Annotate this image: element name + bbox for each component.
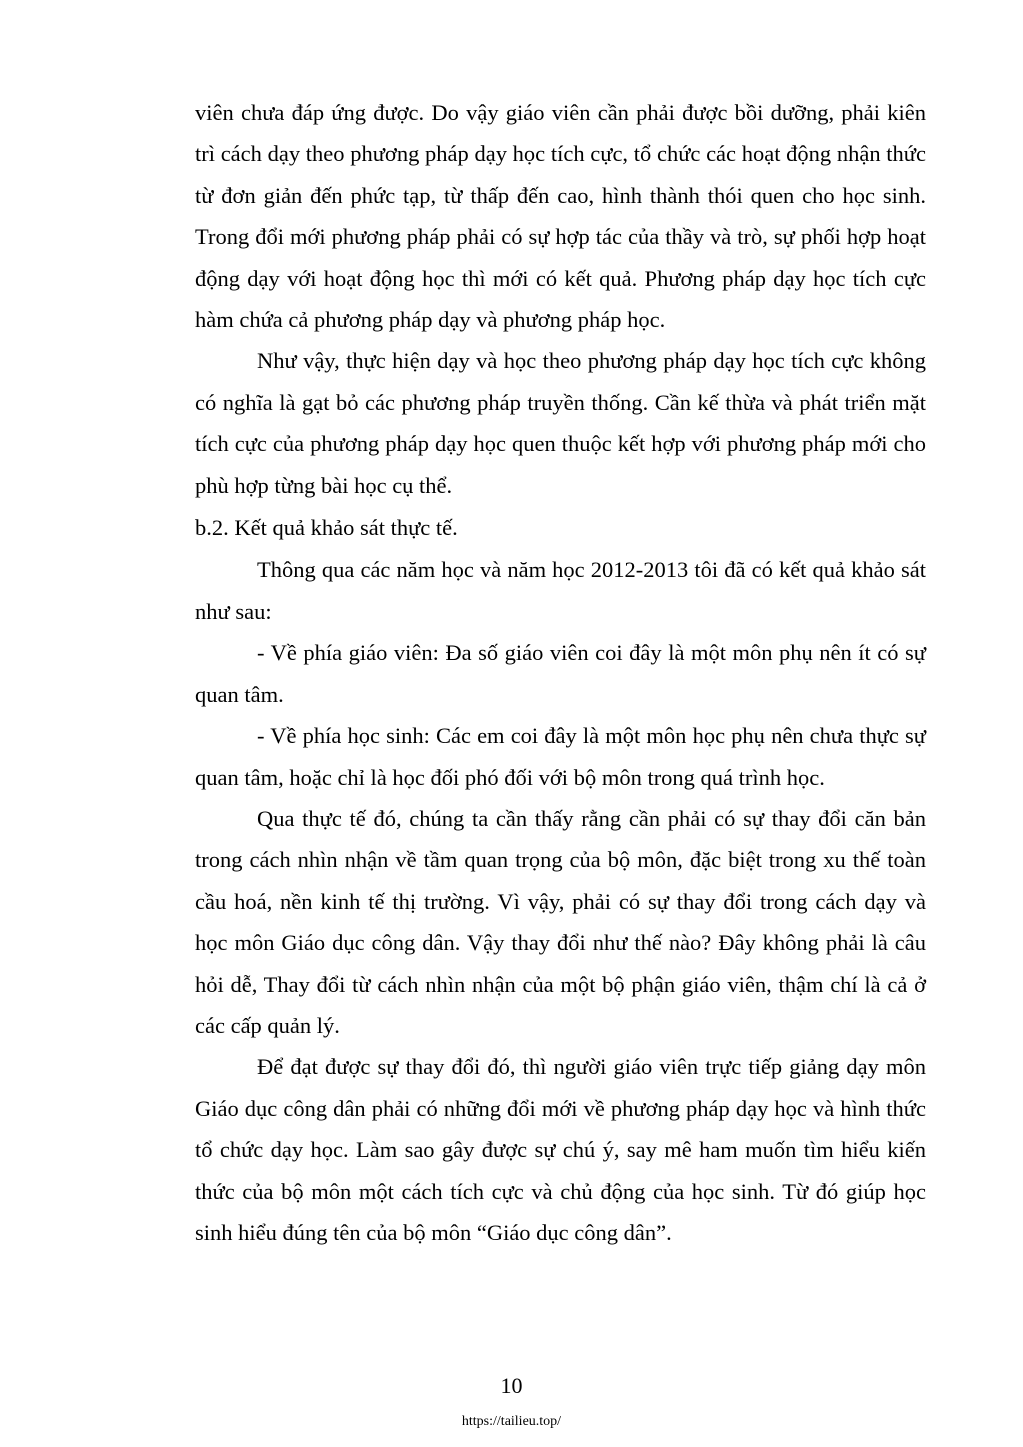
paragraph-achieving-change: Để đạt được sự thay đổi đó, thì người giáo viên trực tiếp giảng dạy môn Giáo dục công dân phải có những đổi mới về phương pháp dạy học và hình thức tổ chức dạy học. Làm sao gây được sự chú ý, say mê ham muốn tìm hiểu kiến thức của bộ môn một cách tích cực và chủ động của học sinh. Từ đó giúp học sinh hiểu đúng tên của bộ môn “Giáo dục công dân”. [195,1054,926,1245]
paragraph-continuation: viên chưa đáp ứng được. Do vậy giáo viên cần phải được bồi dưỡng, phải kiên trì cách dạy theo phương pháp dạy học tích cực, tổ chức các hoạt động nhận thức từ đơn giản đến phức tạp, từ thấp đến cao, hình thành thói quen cho học sinh. Trong đổi mới phương pháp phải có sự hợp tác của thầy và trò, sự phối hợp hoạt động dạy với hoạt động học thì mới có kết quả. Phương pháp dạy học tích cực hàm chứa cả phương pháp dạy và phương pháp học. [195,100,926,333]
source-url[interactable]: https://tailieu.top/ [461,1414,562,1429]
section-heading-survey-results: b.2. Kết quả khảo sát thực tế. [195,515,458,541]
paragraph-traditional-methods: Như vậy, thực hiện dạy và học theo phương pháp dạy học tích cực không có nghĩa là gạt bỏ các phương pháp truyền thống. Cần kế thừa và phát triển mặt tích cực của phương pháp dạy học quen thuộc kết hợp với phương pháp mới cho phù hợp từng bài học cụ thể. [195,348,926,498]
paragraph-student-side: - Về phía học sinh: Các em coi đây là một môn học phụ nên chưa thực sự quan tâm, hoặc chỉ là học đối phó đối với bộ môn trong quá trình học. [195,723,926,790]
paragraph-teacher-side: - Về phía giáo viên: Đa số giáo viên coi đây là một môn phụ nên ít có sự quan tâm. [195,640,926,707]
paragraph-need-for-change: Qua thực tế đó, chúng ta cần thấy rằng cần phải có sự thay đổi căn bản trong cách nhìn nhận về tầm quan trọng của bộ môn, đặc biệt trong xu thế toàn cầu hoá, nền kinh tế thị trường. Vì vậy, phải có sự thay đổi trong cách dạy và học môn Giáo dục công dân. Vậy thay đổi như thế nào? Đây không phải là câu hỏi dễ, Thay đổi từ cách nhìn nhận của một bộ phận giáo viên, thậm chí là cả ở các cấp quản lý. [195,805,926,1038]
page-number: 10 [500,1373,523,1398]
paragraph-survey-intro: Thông qua các năm học và năm học 2012-2013 tôi đã có kết quả khảo sát như sau: [195,557,926,624]
body-text [195,92,926,1253]
